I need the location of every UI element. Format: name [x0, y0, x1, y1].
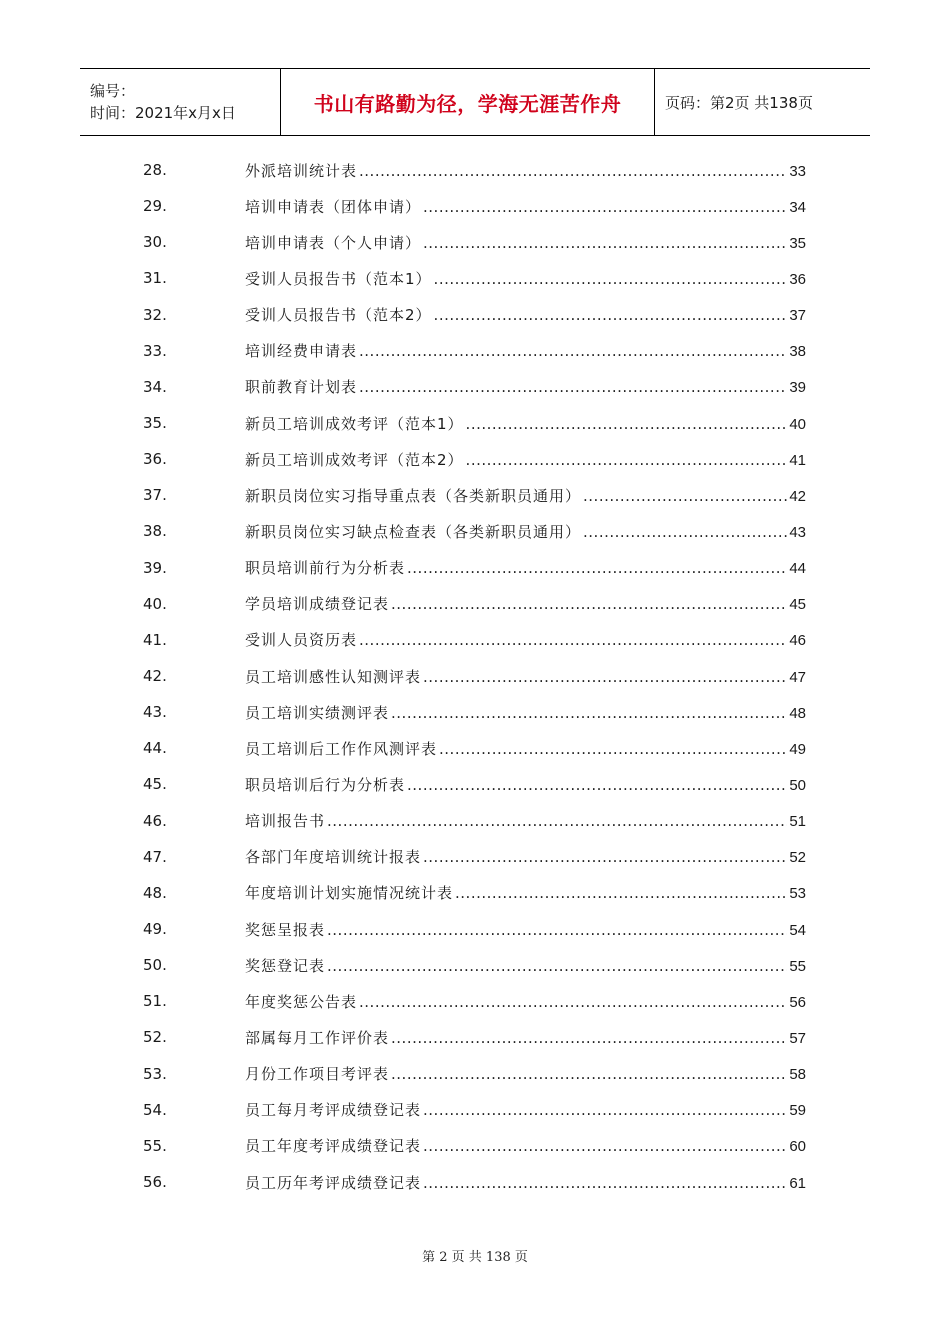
toc-entry-line: [245, 702, 806, 723]
toc-entry-title: 新员工培训成效考评（范本2）: [245, 450, 464, 469]
toc-entry-line: [245, 774, 806, 795]
toc-dot-leader: [423, 668, 787, 686]
toc-entry-page: 51: [789, 813, 806, 831]
toc-dot-leader: [423, 198, 787, 216]
toc-entry-title: 新职员岗位实习缺点检查表（各类新职员通用）: [245, 522, 582, 541]
toc-entry-page: 55: [789, 957, 806, 975]
toc-entry-title: 新员工培训成效考评（范本1）: [245, 414, 464, 433]
toc-entry-page: 49: [789, 740, 806, 758]
toc-entry-page: 43: [789, 523, 806, 541]
toc-entry-line: [245, 593, 806, 614]
toc-entry-title: 受训人员报告书（范本2）: [245, 306, 432, 325]
toc-entry-title: 职员培训前行为分析表: [245, 559, 406, 578]
toc-entry-line: [245, 1172, 806, 1193]
toc-entry-number: 43.: [143, 703, 167, 722]
toc-entry-title: 员工年度考评成绩登记表: [245, 1137, 422, 1156]
toc-entry-page: 40: [789, 415, 806, 433]
toc-entry-number: 45.: [143, 775, 167, 794]
header-motto-cell: [281, 69, 655, 135]
toc-entry-page: 34: [789, 198, 806, 216]
toc-entry-number: 36.: [143, 450, 167, 469]
toc-entry[interactable]: [0, 441, 950, 477]
toc-entry-title: 学员培训成绩登记表: [245, 595, 390, 614]
toc-dot-leader: [359, 162, 787, 180]
toc-entry[interactable]: [0, 622, 950, 658]
toc-entry-page: 47: [789, 668, 806, 686]
toc-entry-number: 46.: [143, 811, 167, 830]
toc-entry-title: 奖惩登记表: [245, 956, 326, 975]
toc-entry-page: 54: [789, 921, 806, 939]
toc-entry-page: 45: [789, 596, 806, 614]
toc-entry-number: 37.: [143, 486, 167, 505]
toc-entry[interactable]: [0, 297, 950, 333]
toc-entry[interactable]: [0, 766, 950, 802]
toc-entry-line: [245, 846, 806, 867]
toc-entry-title: 受训人员资历表: [245, 631, 358, 650]
toc-dot-leader: [359, 631, 787, 649]
toc-entry-number: 47.: [143, 847, 167, 866]
toc-entry-number: 53.: [143, 1064, 167, 1083]
toc-dot-leader: [423, 1174, 787, 1192]
toc-dot-leader: [391, 1029, 787, 1047]
toc-dot-leader: [583, 487, 787, 505]
toc-entry-number: 55.: [143, 1136, 167, 1155]
toc-entry-page: 61: [789, 1174, 806, 1192]
toc-entry-page: 35: [789, 234, 806, 252]
toc-entry[interactable]: [0, 730, 950, 766]
toc-entry[interactable]: [0, 188, 950, 224]
toc-entry-number: 32.: [143, 305, 167, 324]
toc-entry-title: 职员培训后行为分析表: [245, 775, 406, 794]
toc-entry-line: [245, 376, 806, 397]
toc-entry-line: [245, 340, 806, 361]
toc-dot-leader: [466, 415, 788, 433]
date-line: 时间：2021年x月x日: [90, 104, 236, 122]
toc-entry-line: [245, 557, 806, 578]
toc-dot-leader: [455, 884, 787, 902]
toc-entry-title: 外派培训统计表: [245, 161, 358, 180]
toc-entry-line: [245, 449, 806, 470]
page-info: 页码：第2页 共138页: [665, 93, 813, 112]
toc-entry-line: [245, 1135, 806, 1156]
toc-entry-line: [245, 1099, 806, 1120]
toc-entry-number: 50.: [143, 956, 167, 975]
toc-entry-title: 培训经费申请表: [245, 342, 358, 361]
toc-entry-line: [245, 160, 806, 181]
page-footer: 第 2 页 共 138 页: [422, 1250, 528, 1265]
toc-entry-title: 培训申请表（团体申请）: [245, 197, 422, 216]
table-of-contents: [0, 152, 950, 1200]
toc-entry-number: 56.: [143, 1173, 167, 1191]
toc-dot-leader: [391, 595, 787, 613]
toc-dot-leader: [407, 776, 787, 794]
toc-entry-title: 年度培训计划实施情况统计表: [245, 884, 454, 903]
number-label: 编号：: [90, 82, 136, 100]
toc-entry-number: 39.: [143, 558, 167, 577]
toc-entry-number: 28.: [143, 161, 167, 180]
toc-entry-page: 36: [789, 270, 806, 288]
toc-entry-line: [245, 304, 806, 325]
toc-entry-line: [245, 521, 806, 542]
toc-dot-leader: [391, 704, 787, 722]
toc-entry-number: 54.: [143, 1100, 167, 1119]
page-header: [80, 68, 870, 136]
toc-entry[interactable]: [0, 875, 950, 911]
toc-entry[interactable]: [0, 586, 950, 622]
toc-entry[interactable]: [0, 1019, 950, 1055]
toc-entry-line: [245, 991, 806, 1012]
toc-entry[interactable]: [0, 405, 950, 441]
toc-entry-number: 38.: [143, 522, 167, 541]
toc-entry[interactable]: [0, 1092, 950, 1128]
toc-entry-title: 员工历年考评成绩登记表: [245, 1173, 422, 1192]
toc-entry-page: 53: [789, 885, 806, 903]
toc-entry-number: 31.: [143, 269, 167, 288]
toc-entry[interactable]: [0, 152, 950, 188]
toc-entry-page: 50: [789, 776, 806, 794]
toc-entry-number: 30.: [143, 233, 167, 252]
toc-entry-page: 56: [789, 993, 806, 1011]
toc-dot-leader: [391, 1065, 787, 1083]
toc-entry-line: [245, 413, 806, 434]
toc-entry-title: 部属每月工作评价表: [245, 1028, 390, 1047]
toc-entry-page: 57: [789, 1029, 806, 1047]
toc-dot-leader: [359, 342, 787, 360]
toc-entry[interactable]: [0, 911, 950, 947]
toc-entry[interactable]: [0, 983, 950, 1019]
toc-dot-leader: [407, 559, 787, 577]
toc-entry-number: 44.: [143, 739, 167, 758]
toc-entry[interactable]: [0, 1164, 950, 1200]
toc-entry[interactable]: [0, 839, 950, 875]
toc-entry-line: [245, 629, 806, 650]
toc-entry-title: 受训人员报告书（范本1）: [245, 269, 432, 288]
toc-entry-number: 48.: [143, 883, 167, 902]
toc-entry[interactable]: [0, 803, 950, 839]
toc-entry[interactable]: [0, 694, 950, 730]
toc-entry-number: 29.: [143, 197, 167, 216]
toc-entry-title: 员工培训感性认知测评表: [245, 667, 422, 686]
toc-dot-leader: [423, 1101, 787, 1119]
toc-entry-line: [245, 810, 806, 831]
toc-entry-number: 41.: [143, 630, 167, 649]
toc-entry-title: 月份工作项目考评表: [245, 1065, 390, 1084]
toc-entry-number: 33.: [143, 341, 167, 360]
toc-dot-leader: [434, 270, 788, 288]
toc-entry-page: 60: [789, 1138, 806, 1156]
toc-dot-leader: [327, 812, 787, 830]
toc-entry-line: [245, 1027, 806, 1048]
toc-entry-page: 37: [789, 307, 806, 325]
toc-entry-line: [245, 268, 806, 289]
toc-dot-leader: [359, 993, 787, 1011]
toc-entry-page: 41: [789, 451, 806, 469]
toc-entry-title: 员工培训实绩测评表: [245, 703, 390, 722]
toc-dot-leader: [466, 451, 788, 469]
toc-entry[interactable]: [0, 513, 950, 549]
toc-entry[interactable]: [0, 333, 950, 369]
toc-entry-title: 各部门年度培训统计报表: [245, 848, 422, 867]
toc-entry-page: 52: [789, 849, 806, 867]
toc-entry-number: 34.: [143, 377, 167, 396]
toc-dot-leader: [423, 848, 787, 866]
toc-entry-line: [245, 919, 806, 940]
toc-entry[interactable]: [0, 658, 950, 694]
toc-entry-line: [245, 738, 806, 759]
toc-entry-page: 42: [789, 487, 806, 505]
toc-entry[interactable]: [0, 1128, 950, 1164]
toc-entry[interactable]: [0, 369, 950, 405]
toc-entry-line: [245, 882, 806, 903]
toc-entry-title: 员工每月考评成绩登记表: [245, 1101, 422, 1120]
toc-entry[interactable]: [0, 947, 950, 983]
toc-entry-line: [245, 666, 806, 687]
toc-entry-title: 员工培训后工作作风测评表: [245, 739, 438, 758]
toc-dot-leader: [439, 740, 787, 758]
toc-entry-page: 39: [789, 379, 806, 397]
toc-entry[interactable]: [0, 477, 950, 513]
toc-dot-leader: [327, 921, 787, 939]
toc-entry[interactable]: [0, 550, 950, 586]
toc-entry-title: 培训申请表（个人申请）: [245, 233, 422, 252]
motto-text: 书山有路勤为径，学海无涯苦作舟: [313, 91, 622, 116]
toc-entry-line: [245, 232, 806, 253]
toc-entry-line: [245, 1063, 806, 1084]
toc-dot-leader: [583, 523, 787, 541]
toc-dot-leader: [434, 306, 788, 324]
toc-entry-page: 48: [789, 704, 806, 722]
toc-dot-leader: [359, 378, 787, 396]
toc-entry-page: 38: [789, 343, 806, 361]
toc-entry-number: 49.: [143, 920, 167, 939]
toc-entry-number: 35.: [143, 414, 167, 433]
toc-entry-title: 职前教育计划表: [245, 378, 358, 397]
toc-entry-page: 33: [789, 162, 806, 180]
toc-entry-line: [245, 196, 806, 217]
toc-dot-leader: [423, 234, 787, 252]
header-meta: [80, 69, 281, 135]
toc-entry[interactable]: [0, 224, 950, 260]
toc-entry-page: 58: [789, 1066, 806, 1084]
toc-entry-line: [245, 955, 806, 976]
toc-entry-title: 新职员岗位实习指导重点表（各类新职员通用）: [245, 486, 582, 505]
toc-entry-number: 40.: [143, 594, 167, 613]
toc-entry-number: 51.: [143, 992, 167, 1011]
toc-entry-page: 46: [789, 632, 806, 650]
toc-entry-number: 52.: [143, 1028, 167, 1047]
toc-entry-line: [245, 485, 806, 506]
toc-dot-leader: [423, 1137, 787, 1155]
toc-entry-title: 年度奖惩公告表: [245, 992, 358, 1011]
toc-entry-number: 42.: [143, 667, 167, 686]
toc-entry-page: 44: [789, 560, 806, 578]
toc-entry-title: 奖惩呈报表: [245, 920, 326, 939]
header-page-info-cell: [655, 69, 870, 135]
toc-entry-title: 培训报告书: [245, 812, 326, 831]
toc-entry-page: 59: [789, 1102, 806, 1120]
toc-entry[interactable]: [0, 260, 950, 296]
toc-dot-leader: [327, 957, 787, 975]
toc-entry[interactable]: [0, 1056, 950, 1092]
